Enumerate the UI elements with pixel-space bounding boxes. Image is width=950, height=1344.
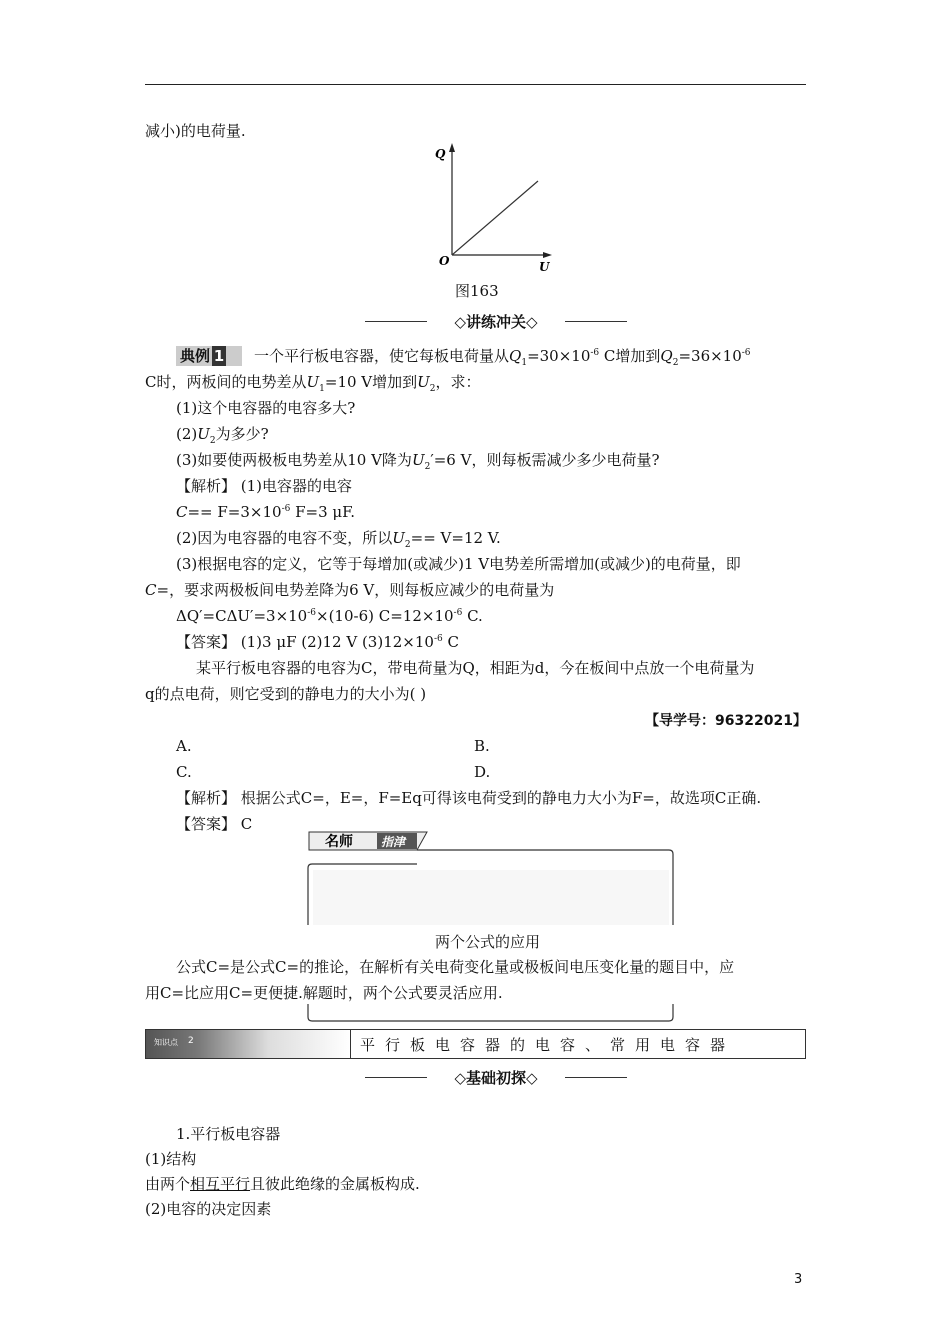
analysis-5: C=，要求两极板间电势差降为6 V，则每板应减少的电荷量为	[145, 581, 555, 599]
q-u-graph	[425, 140, 560, 280]
example-tag: 典例 1	[176, 346, 242, 366]
analysis-2: $C== F=3\times 10^{-6}$ F=3 μF.	[176, 503, 356, 521]
teacher-line-2: 用C=比应用C=更便捷.解题时，两个公式要灵活应用.	[145, 984, 503, 1002]
basics-item-2: (1)结构	[145, 1150, 197, 1168]
knowledge-point-title: 平行板电容器的电容、常用电容器	[360, 1036, 736, 1054]
x-axis-label: U	[539, 260, 550, 274]
y-axis-arrow	[449, 143, 455, 152]
teacher-heading: 两个公式的应用	[435, 933, 541, 951]
header-rule	[145, 84, 806, 85]
q2-line-1: 某平行板电容器的电容为C，带电荷量为Q，相距为d，今在板间中点放一个电荷量为	[196, 659, 755, 677]
q2-line-2: q的点电荷，则它受到的静电力的大小为( )	[145, 685, 427, 703]
knowledge-point-box	[145, 1029, 806, 1059]
teacher-note-bottom	[307, 1003, 679, 1025]
analysis-1: 【解析】 (1)电容器的电容	[176, 477, 353, 495]
guide-number: 【导学号：96322021】	[645, 713, 807, 729]
answer-1: 【答案】 (1)3 μF (2)12 V $(3)12\times 10^{-6}$ C	[176, 633, 459, 651]
option-d: D.	[474, 763, 491, 781]
analysis-4: (3)根据电容的定义，它等于每增加(或减少)1 V电势差所需增加(或减少)的电荷量，即	[176, 555, 741, 573]
option-a: A.	[176, 737, 192, 755]
q2-answer: 【答案】 C	[176, 815, 253, 833]
y-axis-label: Q	[435, 147, 446, 161]
basics-structure: 由两个相互平行且彼此绝缘的金属板构成.	[145, 1175, 420, 1193]
basics-item-3: (2)电容的决定因素	[145, 1200, 272, 1218]
basics-banner-text: ◇基础初探◇	[454, 1069, 538, 1087]
teacher-note-frame	[307, 830, 679, 925]
intro-line: 减小)的电荷量.	[145, 122, 246, 140]
teacher-title-b: 指津	[381, 835, 406, 849]
example-line-2: C时，两板间的电势差从$U_1=10$ V增加到$U_2$，求：	[145, 373, 481, 394]
knowledge-point-tag: 知识点 2	[146, 1030, 351, 1058]
analysis-6: $\Delta Q'=C\Delta U'=3\times 10^{-6}\times(10-6)$ $C=12\times 10^{-6}$ C.	[176, 607, 483, 625]
figure-caption: 图163	[455, 282, 499, 300]
teacher-line-1: 公式C=是公式C=的推论，在解析有关电荷变化量或极板间电压变化量的题目中，应	[176, 958, 735, 976]
example-q1: (1)这个电容器的电容多大?	[176, 399, 356, 417]
basics-banner	[365, 1067, 627, 1087]
series-line-q-vs-u	[452, 181, 538, 255]
x-axis-arrow	[543, 252, 552, 258]
option-b: B.	[474, 737, 490, 755]
origin-label: O	[439, 254, 450, 268]
page-number: 3	[794, 1272, 803, 1287]
option-c: C.	[176, 763, 192, 781]
example-q2: $(2)U_2$为多少?	[176, 425, 269, 446]
analysis-3: (2)因为电容器的电容不变，所以$U_2== V=12$ V.	[176, 529, 501, 550]
example-q3: (3)如要使两极板电势差从10 V降为$U_2'=6$ V，则每板需减少多少电荷量?	[176, 451, 660, 472]
basics-item-1: 1.平行板电容器	[176, 1125, 281, 1143]
example-line-1: 一个平行板电容器，使它每板电荷量从$Q_1=30\times 10^{-6}$ C增加到$Q_2=36\times 10^{-6}$	[254, 347, 751, 368]
practice-banner-text: ◇讲练冲关◇	[454, 313, 538, 331]
practice-banner	[365, 311, 627, 331]
q2-analysis: 【解析】 根据公式C=，E=，F=Eq可得该电荷受到的静电力大小为F=，故选项C正确.	[176, 789, 762, 807]
teacher-title-a: 名师	[325, 834, 353, 850]
